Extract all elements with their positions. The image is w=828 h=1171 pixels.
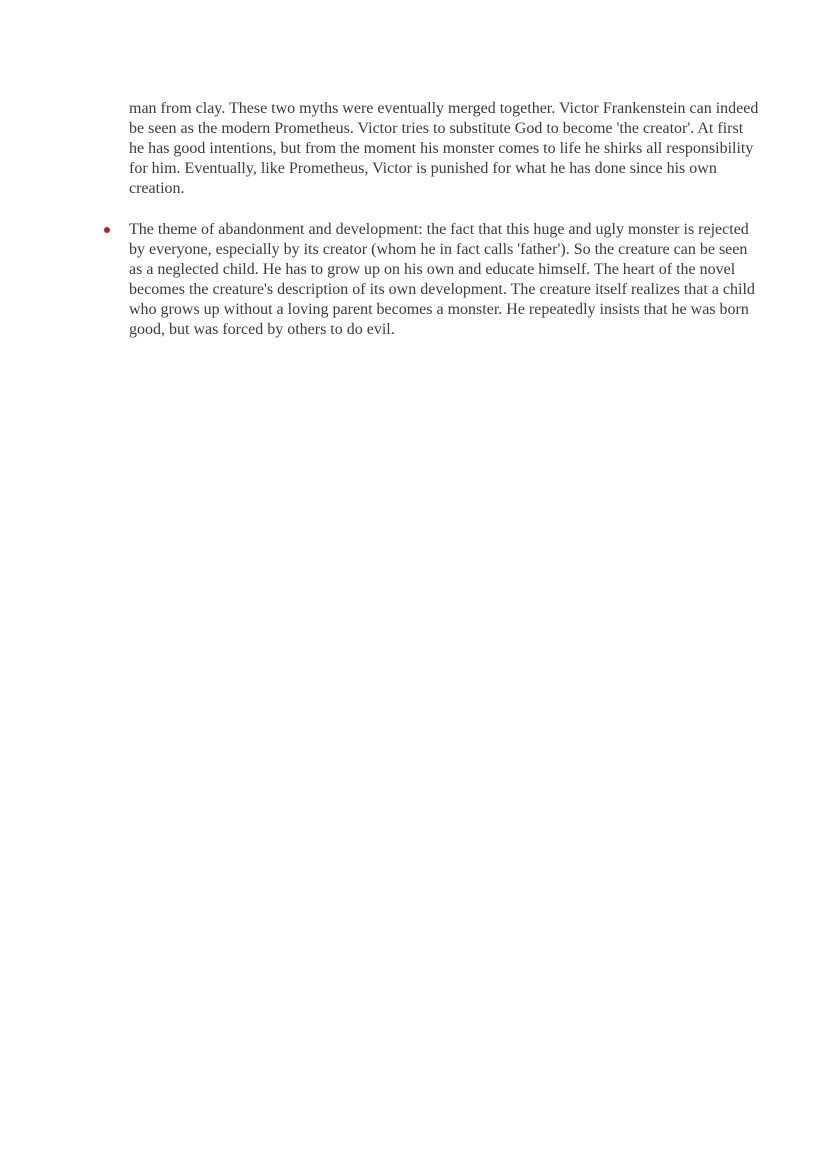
continued-paragraph: man from clay. These two myths were eventually merged together. Victor Frankenstein can indeed be seen as the modern Prometheus. Victor tries to substitute God to become 'the creator'. At first he has good intentions, but from the moment his monster comes to life he shirks all responsibility for him. Eventually, like Prometheus, Victor is punished for what he has done since his own creation. — [129, 100, 759, 197]
bullet-icon — [104, 227, 110, 233]
list-item-text: The theme of abandonment and development: the fact that this huge and ugly monster is rejected by everyone, especially by its creator (whom he in fact calls 'father'). So the creature can be seen as a neglected child. He has to grow up on his own and educate himself. The heart of the novel becomes the creature's description of its own development. The creature itself realizes that a child who grows up without a loving parent becomes a monster. He repeatedly insists that he was born good, but was forced by others to do evil. — [129, 221, 755, 338]
